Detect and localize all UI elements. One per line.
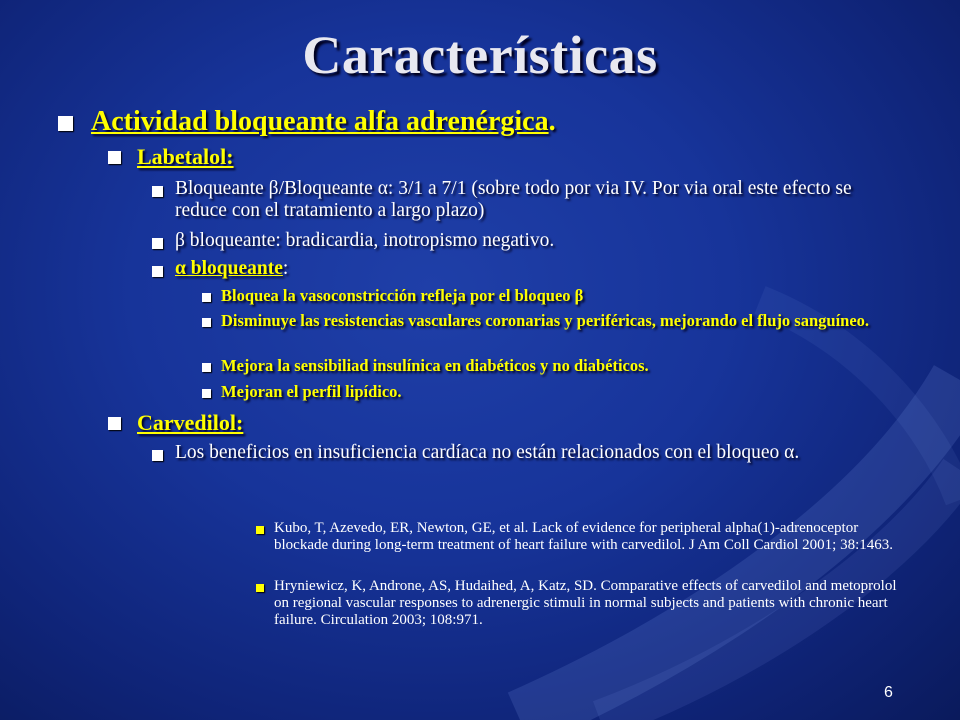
beta-text: β bloqueante: bradicardia, inotropismo negativo. (175, 230, 555, 251)
reference (256, 520, 900, 554)
square-bullet-icon (108, 151, 121, 164)
square-bullet-icon (152, 450, 163, 461)
carvedilol-text-content: Los beneficios en insuficiencia cardíaca no están relacionados con el bloqueo α. (175, 442, 800, 463)
alpha-effect-text: Mejoran el perfil lipídico. (221, 382, 402, 401)
page-number: 6 (884, 684, 893, 701)
heading-label: Actividad bloqueante alfa adrenérgica (91, 106, 549, 137)
alpha-effect (202, 356, 902, 376)
alpha-effect (202, 382, 902, 402)
heading-alpha-blocking (58, 104, 918, 140)
alpha-effect (202, 311, 902, 331)
square-bullet-icon (256, 584, 264, 592)
square-bullet-icon (202, 363, 211, 372)
alpha-effect (202, 286, 902, 306)
labetalol-ratio (152, 178, 892, 222)
carvedilol-heading (108, 408, 908, 438)
labetalol-beta (152, 230, 892, 252)
slide-title: Características (302, 25, 658, 85)
labetalol-heading (108, 142, 908, 172)
alpha-suffix: : (282, 258, 289, 279)
alpha-effect-text: Disminuye las resistencias vasculares coronarias y periféricas, mejorando el flujo sanguíneo. (221, 311, 870, 330)
labetalol-alpha (152, 258, 892, 280)
square-bullet-icon (152, 186, 163, 197)
square-bullet-icon (202, 318, 211, 327)
ratio-text: Bloqueante β/Bloqueante α: 3/1 a 7/1 (sobre todo por via IV. Por via oral este efecto se reduce con el tratamiento a largo plazo) (175, 178, 852, 221)
alpha-effect-text: Bloquea la vasoconstricción refleja por el bloqueo β (221, 286, 584, 305)
reference-text: Kubo, T, Azevedo, ER, Newton, GE, et al. Lack of evidence for peripheral alpha(1)-adrenoceptor blockade during long-term treatment of heart failure with carvedilol. J Am Coll Cardiol 2001; 38:1463. (274, 520, 894, 553)
labetalol-label: Labetalol: (137, 144, 234, 169)
heading-suffix: . (548, 106, 556, 137)
square-bullet-icon (202, 293, 211, 302)
square-bullet-icon (108, 417, 121, 430)
square-bullet-icon (256, 526, 264, 534)
alpha-label: α bloqueante (175, 258, 283, 279)
square-bullet-icon (202, 389, 211, 398)
square-bullet-icon (152, 238, 163, 249)
carvedilol-text (152, 442, 900, 464)
alpha-effect-text: Mejora la sensibiliad insulínica en diabéticos y no diabéticos. (221, 356, 649, 375)
square-bullet-icon (152, 266, 163, 277)
reference-text: Hryniewicz, K, Androne, AS, Hudaihed, A, Katz, SD. Comparative effects of carvedilol and metoprolol on regional vascular responses to adrenergic stimuli in normal subjects and patients with chronic heart failure. Circulation 2003; 108:971. (274, 578, 897, 628)
square-bullet-icon (58, 116, 73, 131)
reference (256, 578, 900, 629)
carvedilol-label: Carvedilol: (137, 410, 244, 435)
